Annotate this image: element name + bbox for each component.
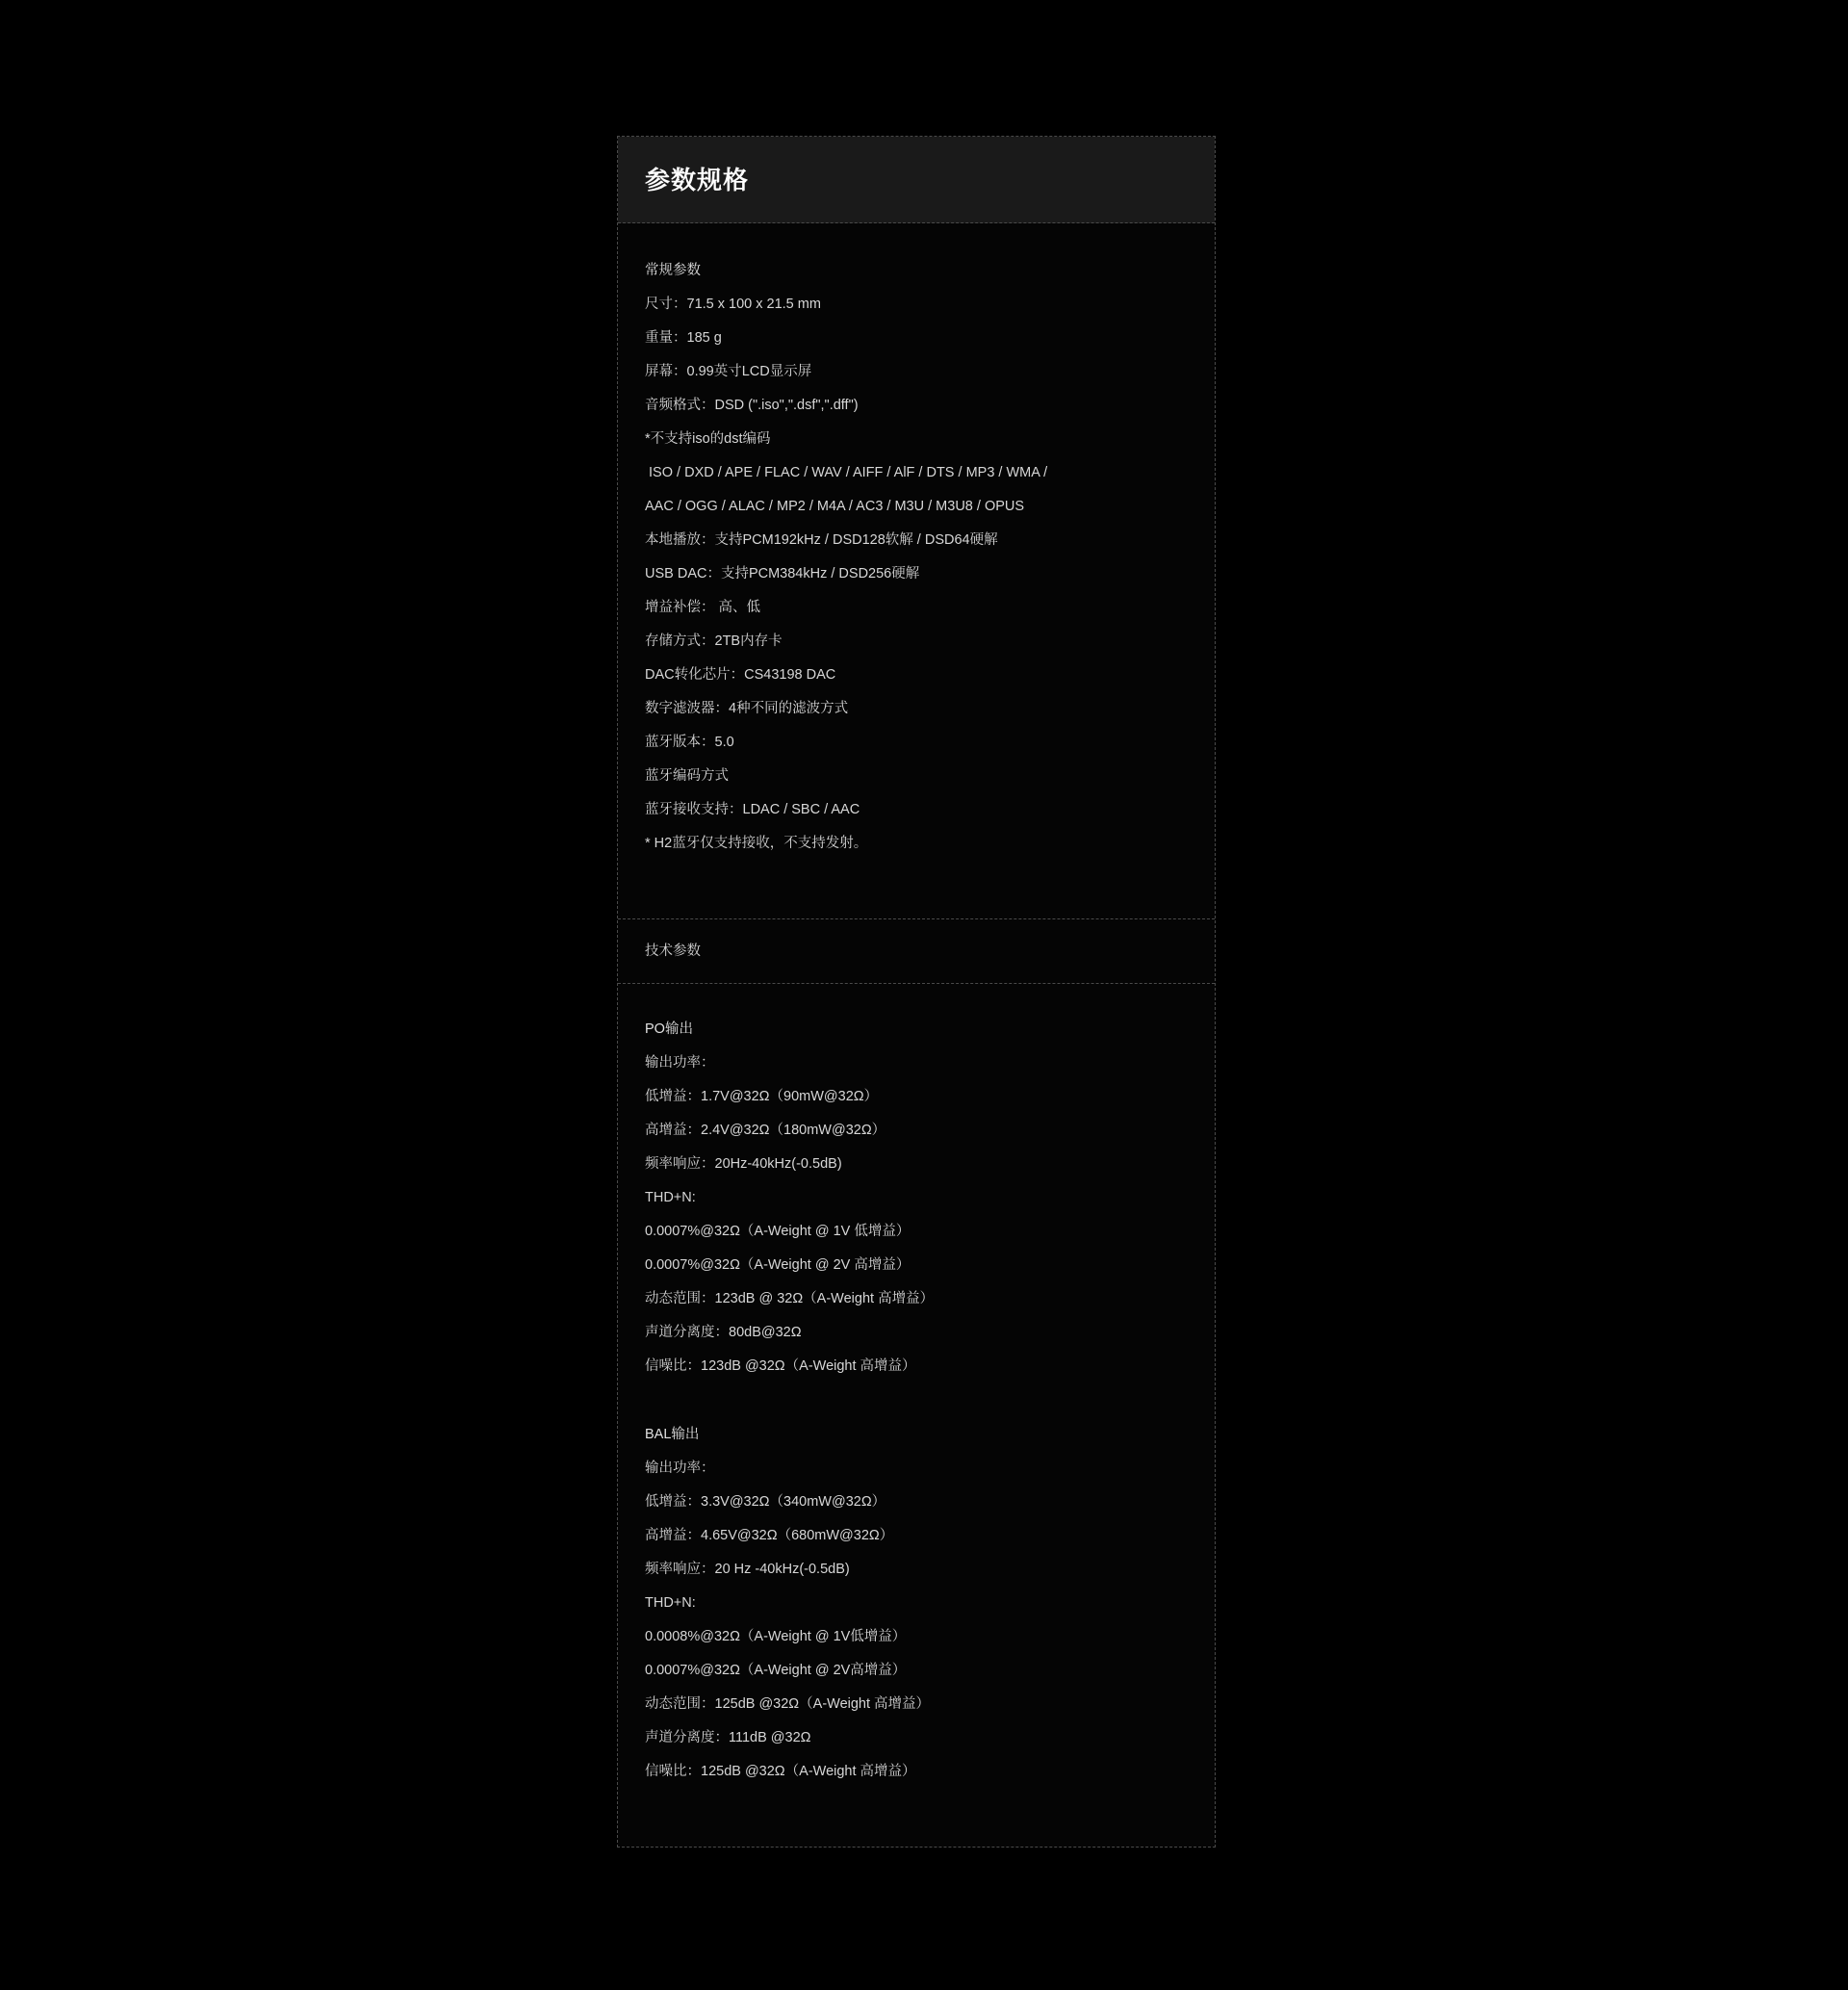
general-section-heading: 常规参数 [645,263,701,279]
technical-spec-line: 0.0007%@32Ω（A-Weight @ 1V 低增益） [645,1224,911,1240]
general-spec-line: 蓝牙版本：5.0 [645,735,734,751]
general-spec-line: 增益补偿： 高、低 [645,600,761,616]
general-spec-line: 蓝牙编码方式 [645,768,729,785]
technical-spec-line: THD+N: [645,1595,696,1612]
technical-group-bal [645,1418,1188,1789]
section-technical-heading [618,919,1215,984]
technical-spec-line: 高增益：2.4V@32Ω（180mW@32Ω） [645,1123,886,1139]
section-general-parameters [618,223,1215,919]
general-format-line: AAC / OGG / ALAC / MP2 / M4A / AC3 / M3U / M3U8 / OPUS [645,499,1025,515]
general-spec-line: 尺寸：71.5 x 100 x 21.5 mm [645,297,821,313]
technical-group-title: PO输出 [645,1021,693,1038]
spec-card [617,136,1216,1848]
technical-spec-line: 输出功率： [645,1460,715,1477]
technical-spec-line: 低增益：1.7V@32Ω（90mW@32Ω） [645,1089,879,1105]
general-spec-line: 存储方式：2TB内存卡 [645,633,783,650]
general-spec-line: 屏幕：0.99英寸LCD显示屏 [645,364,812,380]
general-spec-line: USB DAC：支持PCM384kHz / DSD256硬解 [645,566,920,582]
general-spec-note: * H2蓝牙仅支持接收，不支持发射。 [645,836,868,852]
technical-spec-line: THD+N: [645,1190,696,1206]
technical-spec-line: 低增益：3.3V@32Ω（340mW@32Ω） [645,1494,886,1511]
technical-spec-line: 0.0007%@32Ω（A-Weight @ 2V高增益） [645,1663,907,1679]
page-title: 参数规格 [645,166,750,194]
technical-spec-line: 0.0008%@32Ω（A-Weight @ 1V低增益） [645,1629,907,1645]
technical-spec-line: 声道分离度：111dB @32Ω [645,1730,811,1746]
group-spacer [645,1383,1188,1418]
technical-spec-line: 频率响应：20 Hz -40kHz(-0.5dB) [645,1562,850,1578]
technical-group-title: BAL输出 [645,1427,700,1443]
general-spec-note: *不支持iso的dst编码 [645,431,771,448]
spec-card-header [618,137,1215,223]
technical-group-po [645,1013,1188,1383]
section-technical-parameters [618,984,1215,1847]
technical-section-heading: 技术参数 [645,943,701,960]
technical-spec-line: 0.0007%@32Ω（A-Weight @ 2V 高增益） [645,1257,911,1274]
technical-spec-line: 信噪比：123dB @32Ω（A-Weight 高增益） [645,1358,916,1375]
general-spec-line: 音频格式：DSD (".iso",".dsf",".dff") [645,398,859,414]
technical-spec-line: 信噪比：125dB @32Ω（A-Weight 高增益） [645,1764,916,1780]
technical-spec-line: 声道分离度：80dB@32Ω [645,1325,802,1341]
technical-spec-line: 频率响应：20Hz-40kHz(-0.5dB) [645,1156,842,1173]
general-spec-line: 数字滤波器：4种不同的滤波方式 [645,701,849,717]
general-format-line: ISO / DXD / APE / FLAC / WAV / AIFF / AlF / DTS / MP3 / WMA / [645,465,1048,481]
general-spec-line: DAC转化芯片：CS43198 DAC [645,667,836,684]
technical-spec-line: 动态范围：123dB @ 32Ω（A-Weight 高增益） [645,1291,935,1307]
general-spec-line: 重量：185 g [645,330,722,347]
general-spec-line: 本地播放：支持PCM192kHz / DSD128软解 / DSD64硬解 [645,532,998,549]
technical-spec-line: 输出功率： [645,1055,715,1072]
technical-spec-line: 动态范围：125dB @32Ω（A-Weight 高增益） [645,1696,931,1713]
technical-spec-line: 高增益：4.65V@32Ω（680mW@32Ω） [645,1528,894,1544]
general-spec-line: 蓝牙接收支持：LDAC / SBC / AAC [645,802,860,818]
